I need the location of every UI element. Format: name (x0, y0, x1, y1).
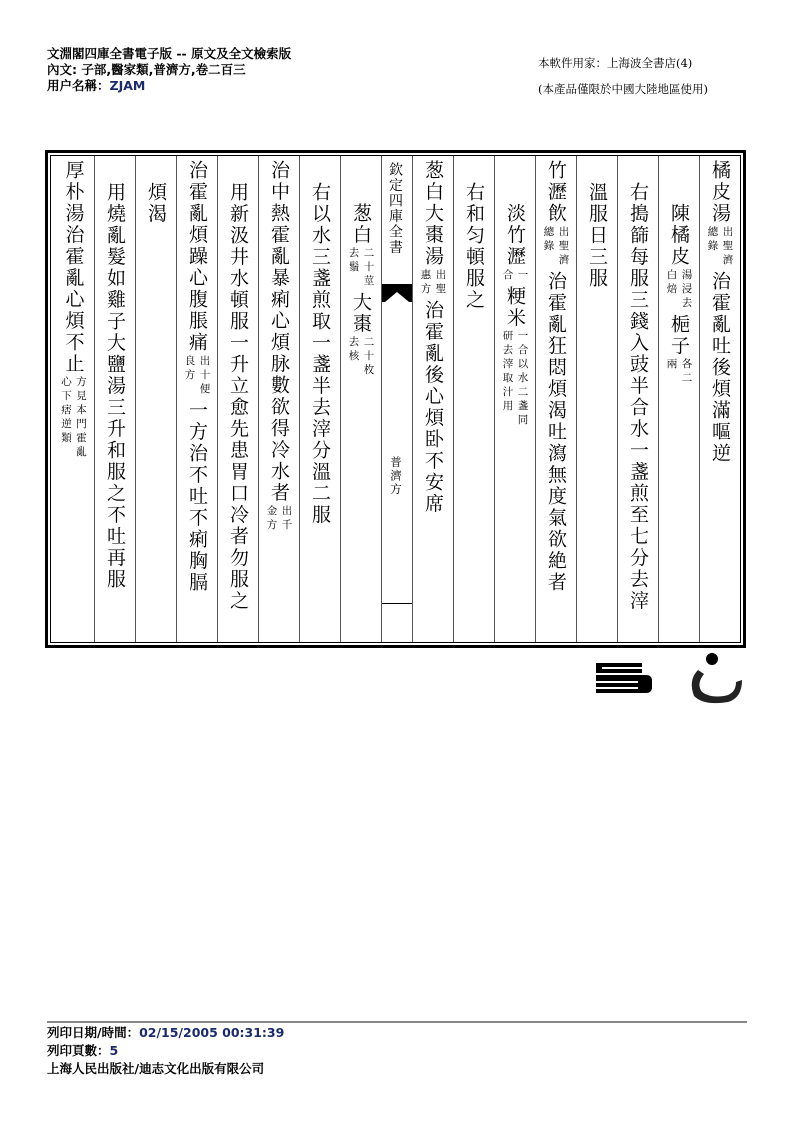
main-text: 治霍亂煩躁心腹脹痛 (186, 160, 208, 354)
text-column (217, 156, 258, 642)
main-text: 治霍亂狂悶煩渴吐瀉無度氣欲絶者 (545, 270, 567, 593)
text-column (412, 156, 453, 642)
annotation-right: 出聖濟 (557, 225, 570, 268)
print-pages-label: 列印頁數： (47, 1043, 110, 1058)
content-path (47, 62, 291, 78)
annotation (266, 505, 293, 533)
print-pages-value: 5 (109, 1043, 119, 1058)
annotation-left: 合 (501, 268, 514, 283)
annotation-left: 總錄 (706, 225, 719, 254)
text-column (535, 156, 576, 642)
content-value: 子部,醫家類,普濟方,卷二百三 (81, 62, 246, 77)
main-text: 一方治不吐不痢胸膈 (186, 399, 208, 593)
main-text: 橘皮湯 (709, 160, 731, 225)
user-label: 用户名稱： (47, 78, 110, 93)
annotation (184, 355, 211, 397)
main-text: 梔子 (668, 313, 690, 357)
annotation (707, 226, 734, 268)
annotation (502, 269, 529, 283)
annotation-left: 去核 (347, 336, 360, 364)
main-text: 大棗 (350, 292, 372, 335)
main-text: 粳米 (504, 285, 526, 329)
annotation-right: 出十便 (198, 354, 211, 397)
main-text: 淡竹瀝 (504, 203, 526, 268)
annotation (420, 269, 447, 297)
text-column (135, 156, 176, 642)
annotation-right: 出聖 (434, 268, 447, 297)
text-column (53, 156, 94, 642)
annotation (543, 226, 570, 268)
annotation (348, 336, 375, 378)
main-text: 治中熱霍亂暴痢心煩脉數欲得冷水者 (268, 160, 290, 504)
text-column (576, 156, 617, 642)
text-column (617, 156, 658, 642)
annotation-right: 一 (516, 268, 529, 283)
main-text: 溫服日三服 (586, 181, 608, 289)
main-text: 右搗篩每服三錢入豉半合水一盞煎至七分去滓 (627, 181, 649, 612)
annotation-left: 去鬚 (347, 247, 360, 275)
annotation-right: 湯浸去 (680, 268, 693, 311)
text-column (299, 156, 340, 642)
usage-restriction: (本產品僅限於中國大陸地區使用) (538, 82, 708, 96)
main-text: 右以水三盞煎取一盞半去滓分溫二服 (309, 181, 331, 526)
footer (47, 1024, 284, 1078)
annotation-right: 二十枚 (362, 336, 375, 378)
text-column (340, 156, 381, 642)
text-column (453, 156, 494, 642)
annotation (60, 376, 87, 460)
user-value: ZJAM (109, 78, 146, 93)
annotation-right: 各二 (680, 357, 693, 386)
main-text: 葱白大棗湯 (422, 160, 444, 268)
header-left (47, 46, 291, 94)
annotation-right: 二十莖 (362, 247, 375, 289)
main-text: 竹瀝飲 (545, 160, 567, 225)
main-text: 厚朴湯治霍亂心煩不止 (62, 160, 85, 375)
annotation-left: 白焙 (665, 268, 678, 297)
user-name (47, 78, 291, 94)
text-column (658, 156, 699, 642)
text-column (258, 156, 299, 642)
text-column (699, 156, 740, 642)
text-column (94, 156, 135, 642)
footer-divider (47, 1021, 747, 1023)
print-date-value: 02/15/2005 00:31:39 (139, 1025, 285, 1040)
publisher-seal-icon (684, 652, 746, 708)
annotation-right: 出聖濟 (721, 225, 734, 268)
collection-title: 欽定四庫全書 (387, 162, 403, 255)
main-text: 葱白 (350, 203, 372, 246)
print-pages (47, 1042, 284, 1060)
main-text: 右和匀頓服之 (463, 181, 485, 311)
document-title: 文淵閣四庫全書電子版 -- 原文及全文檢索版 (47, 46, 292, 61)
strip-rule (382, 302, 412, 604)
text-column (176, 156, 217, 642)
main-text: 陳橘皮 (668, 203, 690, 268)
main-text: 用新汲井水頓服一升立愈先患胃口冷者勿服之 (227, 181, 249, 612)
publisher: 上海人民出版社/迪志文化出版有限公司 (47, 1061, 265, 1076)
page-frame (45, 150, 746, 648)
annotation-left: 惠方 (419, 268, 432, 297)
print-date-label: 列印日期/時間： (47, 1025, 140, 1040)
annotation-right: 出千 (280, 505, 293, 533)
text-column (494, 156, 535, 642)
fishtail-mark-icon (382, 284, 412, 302)
print-date (47, 1024, 284, 1042)
header-right (538, 50, 708, 102)
books-logo-icon (592, 655, 652, 697)
annotation-right: 一合以水二盞同 (516, 329, 529, 428)
annotation (666, 269, 693, 311)
annotation-right: 方見本門霍亂 (75, 376, 87, 460)
content-label: 內文: (47, 62, 77, 77)
annotation-left: 總錄 (542, 225, 555, 254)
center-strip (381, 156, 412, 642)
main-text: 用燒亂髮如雞子大鹽湯三升和服之不吐再服 (104, 181, 126, 590)
annotation-left: 良方 (183, 354, 196, 383)
annotation-left: 金方 (265, 505, 278, 533)
main-text: 治霍亂後心煩卧不安席 (422, 299, 444, 515)
annotation-left: 兩 (665, 357, 678, 372)
main-text: 煩渴 (145, 181, 167, 225)
main-text: 治霍亂吐後煩滿嘔逆 (709, 270, 731, 464)
annotation (666, 358, 693, 386)
annotation-left: 心下痞逆類 (60, 376, 72, 446)
annotation (502, 330, 529, 428)
book-title: 普濟方 (389, 456, 403, 497)
text-columns (50, 155, 741, 643)
licensee: 本軟件用家：上海波全書店(4) (538, 56, 693, 70)
annotation (348, 247, 375, 289)
annotation-left: 研去滓取汁用 (501, 329, 514, 414)
